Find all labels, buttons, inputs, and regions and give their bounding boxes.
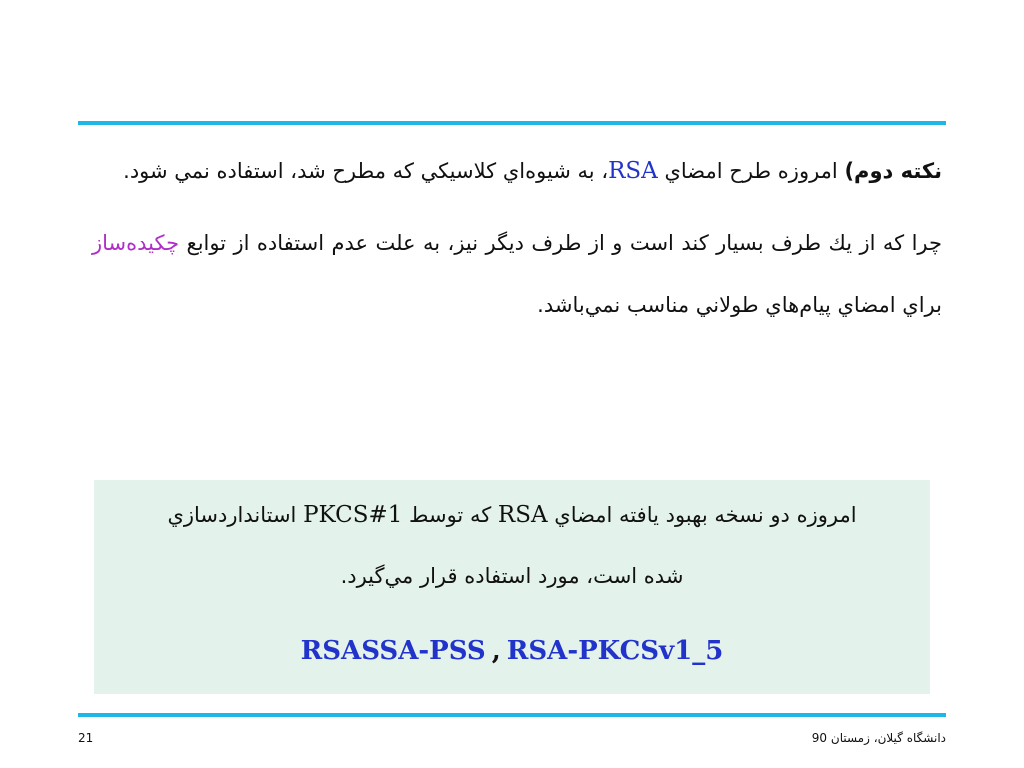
box-rsa-term: RSA: [497, 502, 548, 528]
box-line-one-part-b: كه توسط: [402, 503, 498, 527]
signature-schemes: [94, 636, 930, 666]
box-line-one: [114, 502, 910, 528]
reason-paragraph: [92, 212, 942, 336]
hash-function-term: چكيده‌ساز: [92, 231, 180, 255]
rsa-term: RSA: [608, 158, 658, 184]
top-divider: [78, 121, 946, 125]
pkcs-term: PKCS#1: [303, 502, 403, 528]
reason-text-after: براي امضاي پيام‌هاي طولاني مناسب نمي‌باشد.: [537, 293, 942, 317]
footer-institution: دانشگاه گيلان، زمستان 90: [811, 731, 946, 745]
box-line-one-part-c: استانداردسازي: [167, 503, 304, 527]
note-two-paragraph: [92, 140, 942, 202]
note-two-label: نكته دوم): [844, 159, 942, 183]
slide-body: [92, 140, 942, 336]
page-number: 21: [78, 731, 94, 745]
box-line-two: شده است، مورد استفاده قرار مي‌گيرد.: [340, 564, 684, 588]
note-two-text-after: ، به شيوه‌اي كلاسيكي كه مطرح شد، استفاده نمي شود.: [123, 159, 609, 183]
note-two-text-before: امروزه طرح امضاي: [657, 159, 845, 183]
scheme-separator: ,: [491, 636, 501, 666]
reason-text-before: چرا كه از يك طرف بسيار كند است و از طرف ديگر نيز، به علت عدم استفاده از توابع: [179, 231, 942, 255]
scheme-rsa-pkcs: RSA-PKCSv1_5: [506, 636, 724, 666]
bottom-divider: [78, 713, 946, 717]
box-line-one-part-a: امروزه دو نسخه بهبود يافته امضاي: [547, 503, 857, 527]
highlight-box: [94, 480, 930, 694]
scheme-rsassa-pss: RSASSA-PSS: [300, 636, 486, 666]
